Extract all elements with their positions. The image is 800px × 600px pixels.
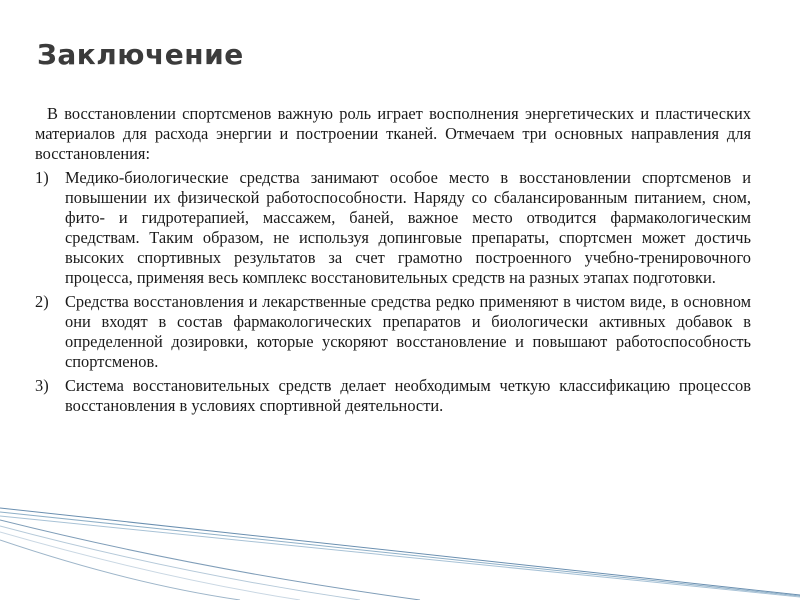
list-item-text: Система восстановительных средств делает необходимым четкую классификацию процессов восстановления в условиях спортивной деятельности. xyxy=(65,376,751,415)
list-item xyxy=(35,168,751,288)
decorative-wave-lines xyxy=(0,500,800,600)
list-item xyxy=(35,292,751,372)
list-item-text: Медико-биологические средства занимают особое место в восстановлении спортсменов и повышении их физической работоспособности. Наряду со сбалансированным питанием, сном, фито- и гидротерапией, массажем, баней, важное место отводится фармакологическим средствам. Таким образом, не используя допинговые препараты, спортсмен может достичь высоких спортивных результатов за счет грамотно построенного учебно-тренировочного процесса, применяя весь комплекс восстановительных средств на разных этапах подготовки. xyxy=(65,168,751,287)
list-item-number: 3) xyxy=(35,376,49,395)
list-item-number: 2) xyxy=(35,292,49,311)
list-item xyxy=(35,376,751,416)
list-item-text: Средства восстановления и лекарственные средства редко применяют в чистом виде, в основном они входят в состав фармакологических препаратов и биологически активных добавок в определенной дозировки, которые ускоряют восстановление и повышают работоспособность спортсменов. xyxy=(65,292,751,371)
slide-body xyxy=(35,104,751,420)
slide-title: Заключение xyxy=(37,38,244,71)
list-item-number: 1) xyxy=(35,168,49,187)
intro-paragraph: В восстановлении спортсменов важную роль играет восполнения энергетических и пластических материалов для расхода энергии и построении тканей. Отмечаем три основных направления для восстановления: xyxy=(35,104,751,163)
